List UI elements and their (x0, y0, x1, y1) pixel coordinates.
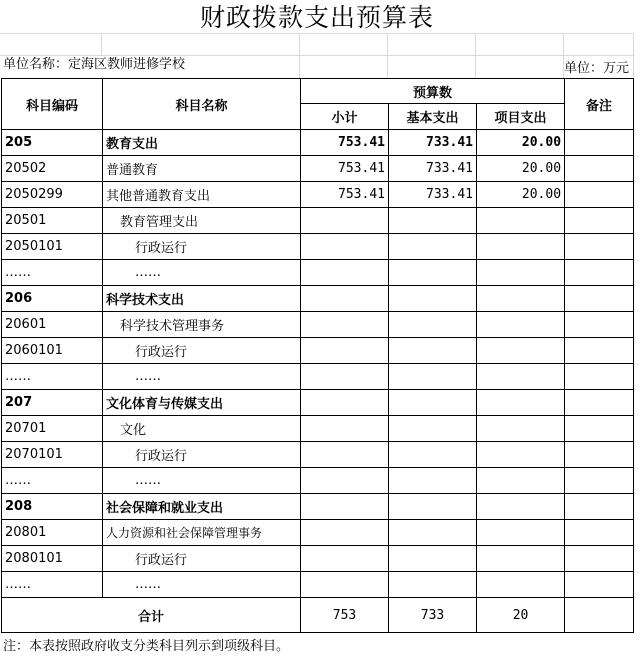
project-cell (477, 520, 565, 546)
basic-cell: 733.41 (389, 182, 477, 208)
code-cell: 2070101 (2, 442, 103, 468)
unit-name-label: 单位名称：定海区教师进修学校 (3, 57, 186, 72)
table-row (2, 234, 634, 260)
name-cell: 其他普通教育支出 (103, 182, 301, 208)
project-cell (477, 312, 565, 338)
remark-cell (565, 494, 634, 520)
project-cell (477, 416, 565, 442)
remark-cell (565, 546, 634, 572)
table-row (2, 442, 634, 468)
header-remark: 备注 (565, 79, 634, 130)
remark-cell (565, 156, 634, 182)
header-row (2, 79, 634, 104)
remark-cell (565, 182, 634, 208)
remark-cell (565, 286, 634, 312)
total-row (2, 598, 634, 633)
project-cell (477, 390, 565, 416)
code-cell: 20801 (2, 520, 103, 546)
remark-cell (565, 338, 634, 364)
name-cell: …… (103, 364, 301, 390)
table-row (2, 338, 634, 364)
subtotal-cell (301, 442, 389, 468)
name-cell: 科学技术支出 (103, 286, 301, 312)
unit-label: 单位：万元 (563, 61, 629, 76)
table-row (2, 260, 634, 286)
table-row (2, 390, 634, 416)
remark-cell (565, 234, 634, 260)
name-cell: 行政运行 (103, 546, 301, 572)
project-cell (477, 260, 565, 286)
header-name: 科目名称 (103, 79, 301, 130)
code-cell: 206 (2, 286, 103, 312)
project-cell (477, 234, 565, 260)
footnote: 注：本表按照政府收支分类科目列示到项级科目。 (3, 639, 290, 654)
code-cell: 2050299 (2, 182, 103, 208)
name-cell: …… (103, 468, 301, 494)
project-cell: 20.00 (477, 182, 565, 208)
basic-cell (389, 416, 477, 442)
subtotal-cell (301, 390, 389, 416)
basic-cell: 733.41 (389, 156, 477, 182)
name-cell: 科学技术管理事务 (103, 312, 301, 338)
project-cell: 20.00 (477, 130, 565, 156)
total-project-cell: 20 (477, 598, 565, 633)
code-cell: 20601 (2, 312, 103, 338)
table-row (2, 312, 634, 338)
project-cell (477, 286, 565, 312)
total-subtotal-cell: 753 (301, 598, 389, 633)
table-row (2, 208, 634, 234)
project-cell (477, 468, 565, 494)
name-cell: 行政运行 (103, 234, 301, 260)
basic-cell (389, 260, 477, 286)
subtotal-cell (301, 572, 389, 598)
total-label: 合计 (2, 598, 301, 633)
remark-cell (565, 442, 634, 468)
name-cell: 行政运行 (103, 442, 301, 468)
basic-cell (389, 546, 477, 572)
table-row (2, 572, 634, 598)
basic-cell (389, 312, 477, 338)
project-cell (477, 208, 565, 234)
table-row (2, 364, 634, 390)
basic-cell (389, 364, 477, 390)
subtotal-cell (301, 286, 389, 312)
name-cell: 普通教育 (103, 156, 301, 182)
remark-cell (565, 416, 634, 442)
table-row (2, 156, 634, 182)
header-subtotal: 小计 (301, 104, 389, 130)
subtotal-cell (301, 364, 389, 390)
basic-cell (389, 442, 477, 468)
code-cell: …… (2, 468, 103, 494)
basic-cell (389, 520, 477, 546)
subtotal-cell (301, 468, 389, 494)
header-code: 科目编码 (2, 79, 103, 130)
code-cell: 205 (2, 130, 103, 156)
basic-cell (389, 494, 477, 520)
name-cell: 行政运行 (103, 338, 301, 364)
remark-cell (565, 130, 634, 156)
subtotal-cell: 753.41 (301, 130, 389, 156)
subtotal-cell (301, 494, 389, 520)
subtotal-cell (301, 416, 389, 442)
table-row (2, 286, 634, 312)
remark-cell (565, 364, 634, 390)
total-basic-cell: 733 (389, 598, 477, 633)
code-cell: …… (2, 260, 103, 286)
subtotal-cell: 753.41 (301, 182, 389, 208)
table-row (2, 468, 634, 494)
code-cell: 2060101 (2, 338, 103, 364)
code-cell: 2050101 (2, 234, 103, 260)
project-cell (477, 546, 565, 572)
subtotal-cell (301, 234, 389, 260)
basic-cell (389, 286, 477, 312)
name-cell: …… (103, 260, 301, 286)
total-remark-cell (565, 598, 634, 633)
basic-cell (389, 468, 477, 494)
project-cell (477, 572, 565, 598)
name-cell: …… (103, 572, 301, 598)
subtotal-cell (301, 338, 389, 364)
code-cell: 20502 (2, 156, 103, 182)
remark-cell (565, 208, 634, 234)
name-cell: 教育管理支出 (103, 208, 301, 234)
basic-cell (389, 390, 477, 416)
remark-cell (565, 520, 634, 546)
table-row (2, 520, 634, 546)
page-title: 财政拨款支出预算表 (199, 3, 434, 32)
code-cell: 20501 (2, 208, 103, 234)
basic-cell (389, 338, 477, 364)
remark-cell (565, 260, 634, 286)
basic-cell (389, 572, 477, 598)
remark-cell (565, 390, 634, 416)
basic-cell (389, 234, 477, 260)
project-cell (477, 494, 565, 520)
subtotal-cell (301, 260, 389, 286)
table-row (2, 416, 634, 442)
code-cell: 208 (2, 494, 103, 520)
code-cell: 207 (2, 390, 103, 416)
header-basic: 基本支出 (389, 104, 477, 130)
header-project: 项目支出 (477, 104, 565, 130)
project-cell (477, 338, 565, 364)
name-cell: 文化体育与传媒支出 (103, 390, 301, 416)
remark-cell (565, 468, 634, 494)
basic-cell: 733.41 (389, 130, 477, 156)
name-cell: 教育支出 (103, 130, 301, 156)
table-row (2, 182, 634, 208)
project-cell (477, 442, 565, 468)
code-cell: 20701 (2, 416, 103, 442)
header-budget: 预算数 (301, 79, 565, 104)
subtotal-cell (301, 546, 389, 572)
project-cell (477, 364, 565, 390)
code-cell: 2080101 (2, 546, 103, 572)
remark-cell (565, 312, 634, 338)
project-cell: 20.00 (477, 156, 565, 182)
budget-table (1, 78, 634, 633)
subtotal-cell (301, 520, 389, 546)
name-cell: 社会保障和就业支出 (103, 494, 301, 520)
code-cell: …… (2, 572, 103, 598)
name-cell: 人力资源和社会保障管理事务 (103, 520, 301, 546)
table-row (2, 130, 634, 156)
subtotal-cell (301, 312, 389, 338)
name-cell: 文化 (103, 416, 301, 442)
table-row (2, 494, 634, 520)
remark-cell (565, 572, 634, 598)
table-row (2, 546, 634, 572)
basic-cell (389, 208, 477, 234)
subtotal-cell: 753.41 (301, 156, 389, 182)
code-cell: …… (2, 364, 103, 390)
subtotal-cell (301, 208, 389, 234)
